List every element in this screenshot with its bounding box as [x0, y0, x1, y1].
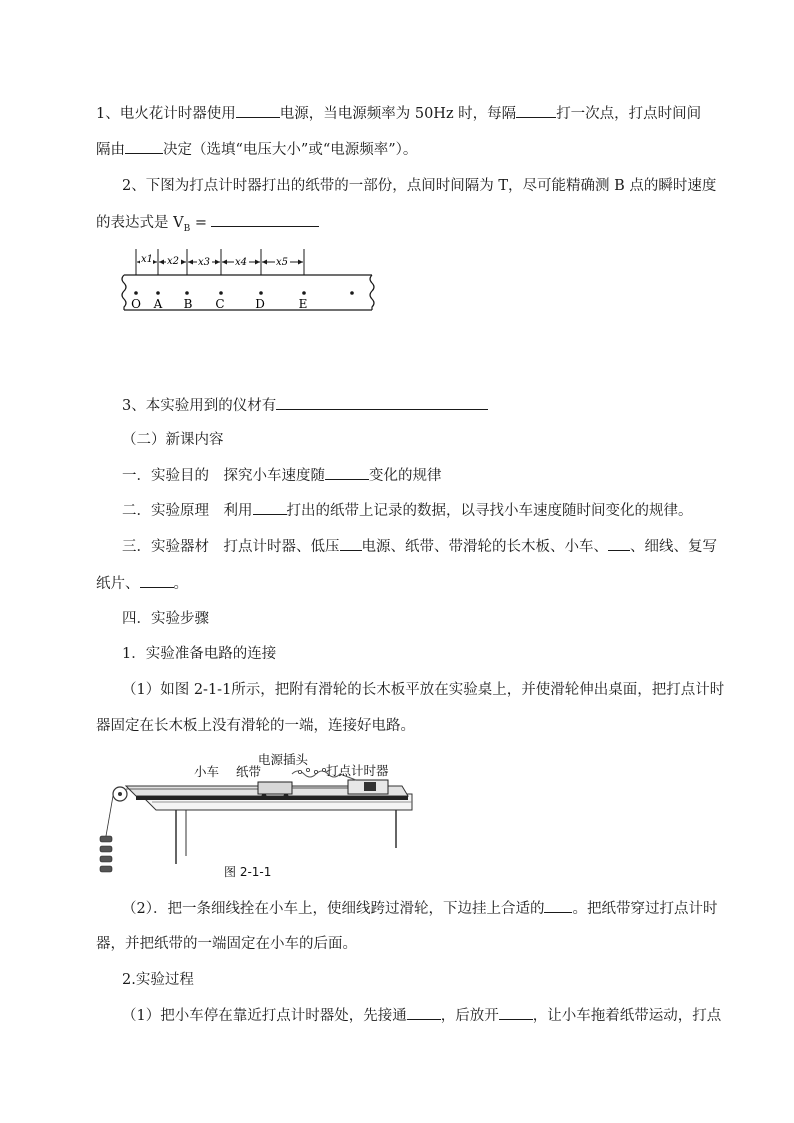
q1-text-4: 隔由	[96, 142, 125, 158]
step2-blank-1[interactable]	[407, 1005, 441, 1020]
s1-line	[122, 465, 442, 486]
point-label-e: E	[298, 297, 308, 311]
label-tape: 纸带	[236, 764, 262, 779]
s2-blank[interactable]	[253, 500, 287, 515]
s2-line	[122, 500, 693, 521]
step1-line2	[96, 716, 415, 736]
step2-title	[122, 970, 194, 990]
step1-title	[122, 644, 276, 664]
segment-label-x2: x2	[167, 256, 180, 267]
q2-line1	[122, 176, 716, 196]
s3-text-2: 电源、纸带、带滑轮的长木板、小车、	[361, 539, 608, 555]
step2-text-1: （1）把小车停在靠近打点计时器处，先接通	[122, 1008, 407, 1024]
step1b-text-2: 。把纸带穿过打点计时	[572, 901, 718, 917]
label-power-plug: 电源插头	[258, 752, 309, 767]
step1-text-1: （1）如图 2-1-1所示，把附有滑轮的长木板平放在实验桌上，并使滑轮伸出桌面，把打点计时	[122, 682, 725, 698]
step1b-blank[interactable]	[544, 898, 572, 913]
q3-text: 3、本实验用到的仪材有	[122, 398, 277, 414]
section2-title-text: （二）新课内容	[122, 432, 224, 448]
point-label-d: D	[255, 297, 265, 311]
figure-caption: 图 2-1-1	[224, 865, 272, 879]
s1-text-1: 一．实验目的 探究小车速度随	[122, 468, 325, 484]
q1-text-1: 1、电火花计时器使用	[96, 106, 236, 122]
step2-text-2: ，后放开	[440, 1008, 499, 1024]
q1-blank-3[interactable]	[125, 139, 163, 154]
step1b-text-1: （2）．把一条细线拴在小车上，使细线跨过滑轮，下边挂上合适的	[122, 901, 545, 917]
point-label-b: B	[183, 297, 193, 311]
lab-setup-figure	[96, 752, 426, 882]
segment-label-x3: x3	[198, 257, 211, 268]
s4-title-text: 四．实验步骤	[122, 611, 209, 627]
q1-line1	[96, 103, 701, 124]
segment-label-x4: x4	[235, 257, 248, 268]
q2-text-2: 的表达式是 V	[96, 215, 184, 231]
s2-text-2: 打出的纸带上记录的数据，以寻找小车速度随时间变化的规律。	[286, 503, 693, 519]
q3-blank[interactable]	[276, 395, 488, 410]
s3-text-1: 三．实验器材 打点计时器、低压	[122, 539, 340, 555]
segment-label-x5: x5	[276, 257, 289, 268]
step1-title-text: 1．实验准备电路的连接	[122, 646, 277, 662]
step1-text-2: 器固定在长木板上没有滑轮的一端，连接好电路。	[96, 718, 415, 734]
step1b-line2	[96, 934, 357, 954]
s3-text-4: 纸片、	[96, 576, 140, 592]
s3-line1	[122, 536, 717, 557]
q1-text-2: 电源，当电源频率为 50Hz 时，每隔	[279, 106, 517, 122]
step1b-text-3: 器，并把纸带的一端固定在小车的后面。	[96, 936, 357, 952]
q2-blank[interactable]	[211, 212, 319, 227]
point-label-c: C	[215, 297, 225, 311]
timer	[348, 780, 388, 794]
s3-blank-2[interactable]	[608, 536, 630, 551]
q1-line2	[96, 139, 417, 160]
s1-text-2: 变化的规律	[369, 468, 442, 484]
step2-title-text: 2.实验过程	[122, 972, 194, 988]
point-label-o: O	[131, 297, 141, 311]
s1-blank[interactable]	[325, 465, 369, 480]
q2-subscript: B	[183, 223, 191, 234]
s3-text-3: 、细线、复写	[630, 539, 717, 555]
point-label-a: A	[153, 297, 163, 311]
step2-blank-2[interactable]	[499, 1005, 533, 1020]
section2-title	[122, 430, 224, 450]
s4-title	[122, 609, 209, 629]
paper-tape-diagram	[116, 246, 386, 318]
q1-text-3: 打一次点，打点时间间	[556, 106, 702, 122]
s3-text-5: 。	[173, 576, 188, 592]
hanging-weights	[100, 836, 112, 872]
q1-blank-1[interactable]	[236, 103, 280, 118]
q1-blank-2[interactable]	[516, 103, 556, 118]
q2-line2	[96, 212, 319, 239]
step1-line1	[122, 680, 724, 700]
s2-text-1: 二．实验原理 利用	[122, 503, 253, 519]
segment-label-x1: x1	[141, 254, 154, 265]
q1-text-5: 决定（选填“电压大小”或“电源频率”）。	[163, 142, 418, 158]
q2-text-3: =	[190, 215, 207, 231]
q2-text-1: 2、下图为打点计时器打出的纸带的一部份，点间时间隔为 T，尽可能精确测 B 点的瞬时速度	[122, 178, 717, 194]
step2-line1	[122, 1005, 721, 1026]
step2-text-3: ，让小车拖着纸带运动，打点	[532, 1008, 722, 1024]
step1b-line1	[122, 898, 717, 919]
s3-blank-1[interactable]	[340, 536, 362, 551]
label-timer: 打点计时器	[326, 763, 389, 778]
q3-line	[122, 395, 488, 416]
label-car: 小车	[194, 764, 220, 779]
s3-line2	[96, 573, 188, 594]
s3-blank-3[interactable]	[140, 573, 174, 588]
